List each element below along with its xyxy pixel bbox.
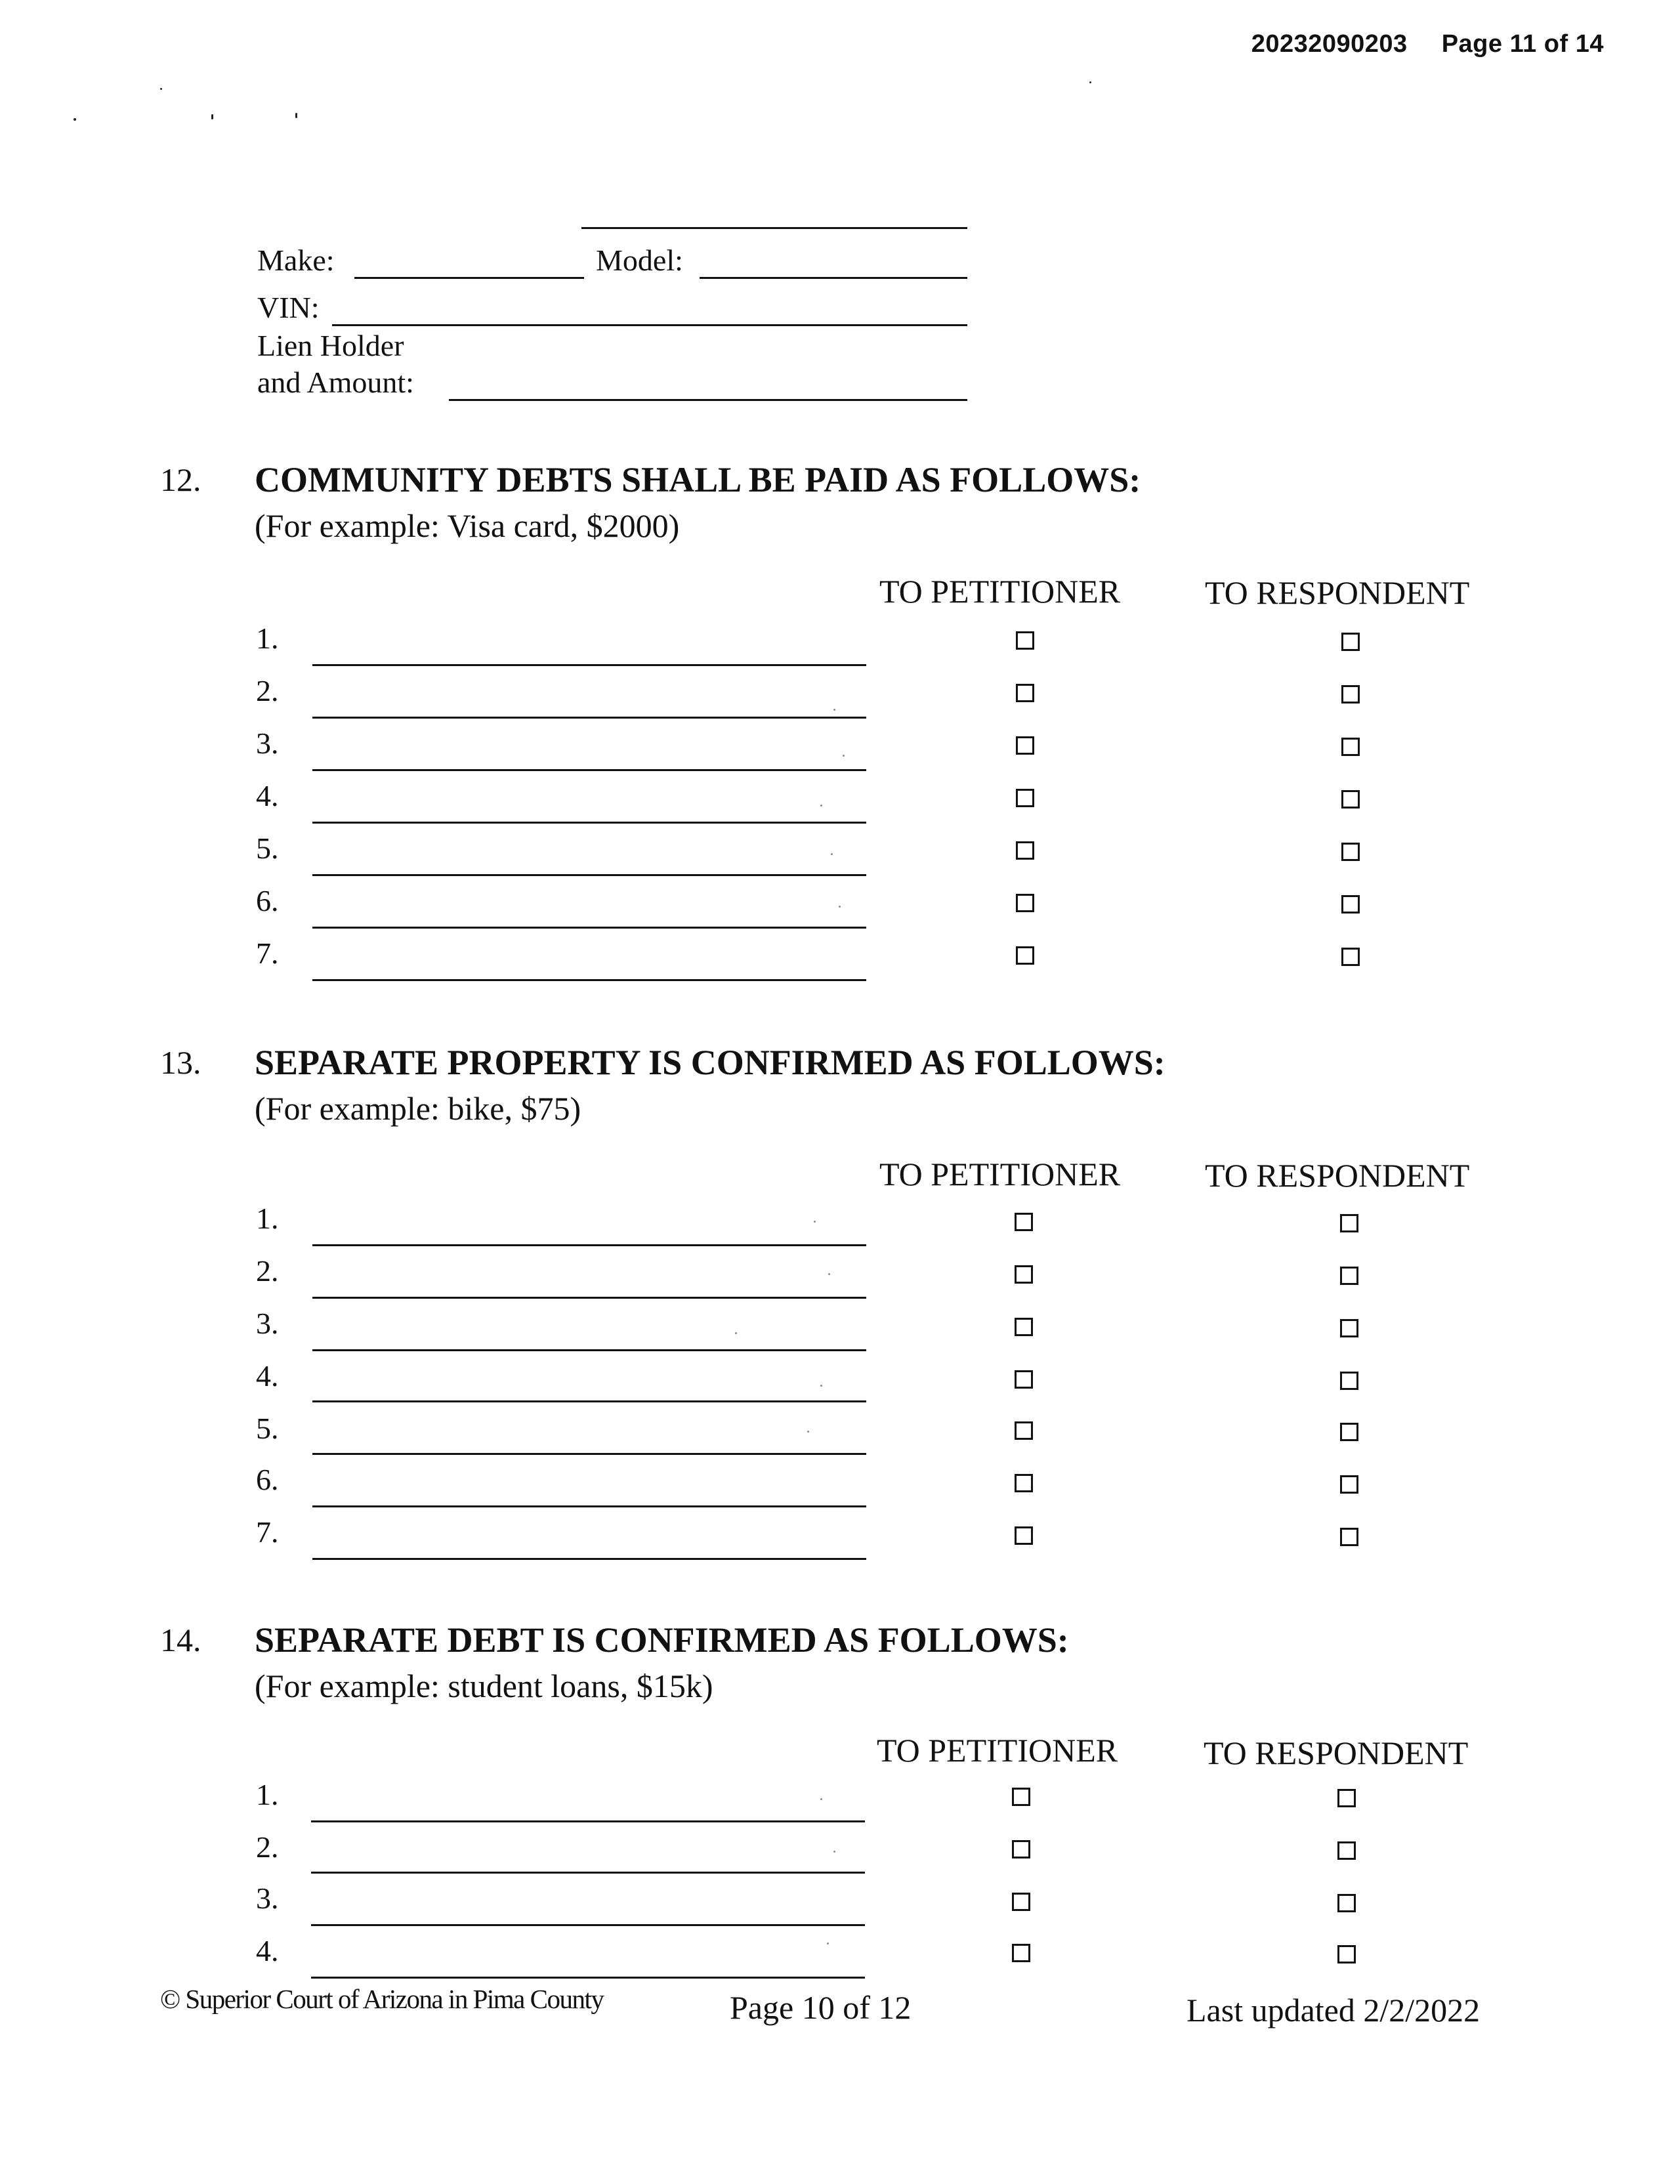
lien-amount-label: and Amount: bbox=[257, 366, 414, 399]
scan-speck bbox=[160, 88, 162, 90]
scan-noise bbox=[807, 1431, 809, 1433]
respondent-checkbox[interactable] bbox=[1340, 1214, 1358, 1232]
document-page-label: Page 11 of 14 bbox=[1441, 30, 1604, 58]
lien-holder-label: Lien Holder bbox=[257, 329, 404, 362]
respondent-checkbox[interactable] bbox=[1340, 1372, 1358, 1390]
row-number: 2. bbox=[256, 1254, 279, 1288]
footer-copyright: © Superior Court of Arizona in Pima County bbox=[160, 1984, 604, 2014]
respondent-checkbox[interactable] bbox=[1341, 633, 1360, 651]
section-title: SEPARATE PROPERTY IS CONFIRMED AS FOLLOWS: bbox=[255, 1043, 1166, 1082]
row-number: 1. bbox=[256, 1778, 279, 1811]
petitioner-checkbox[interactable] bbox=[1016, 736, 1034, 755]
scan-noise bbox=[820, 1385, 822, 1387]
petitioner-checkbox[interactable] bbox=[1016, 631, 1034, 650]
item-field[interactable] bbox=[311, 1924, 865, 1926]
footer-page-number: Page 10 of 12 bbox=[730, 1989, 912, 2026]
item-field[interactable] bbox=[312, 1349, 866, 1351]
item-field[interactable] bbox=[312, 927, 866, 929]
petitioner-checkbox[interactable] bbox=[1016, 684, 1034, 702]
respondent-checkbox[interactable] bbox=[1341, 790, 1360, 808]
scan-noise bbox=[814, 1221, 816, 1223]
petitioner-checkbox[interactable] bbox=[1012, 1944, 1030, 1962]
section-title: SEPARATE DEBT IS CONFIRMED AS FOLLOWS: bbox=[255, 1620, 1069, 1660]
item-field[interactable] bbox=[312, 769, 866, 771]
vin-field[interactable] bbox=[332, 324, 967, 326]
scan-noise bbox=[735, 1332, 737, 1334]
row-number: 3. bbox=[256, 1307, 279, 1340]
row-number: 4. bbox=[256, 1359, 279, 1393]
document-header bbox=[1251, 30, 1604, 58]
section-number: 12. bbox=[160, 461, 201, 498]
item-field[interactable] bbox=[312, 822, 866, 824]
row-number: 4. bbox=[256, 779, 279, 812]
scan-speck bbox=[211, 114, 213, 119]
petitioner-checkbox[interactable] bbox=[1012, 1840, 1030, 1858]
respondent-checkbox[interactable] bbox=[1337, 1894, 1356, 1912]
row-number: 1. bbox=[256, 1202, 279, 1235]
item-field[interactable] bbox=[312, 874, 866, 876]
column-header-petitioner: TO PETITIONER bbox=[879, 573, 1121, 610]
vehicle-top-line bbox=[581, 227, 967, 229]
scan-noise bbox=[831, 853, 833, 855]
column-header-respondent: TO RESPONDENT bbox=[1205, 1157, 1470, 1194]
section-title: COMMUNITY DEBTS SHALL BE PAID AS FOLLOWS: bbox=[255, 460, 1141, 499]
footer-last-updated: Last updated 2/2/2022 bbox=[1186, 1992, 1480, 2028]
column-header-respondent: TO RESPONDENT bbox=[1204, 1734, 1469, 1771]
petitioner-checkbox[interactable] bbox=[1015, 1474, 1033, 1492]
item-field[interactable] bbox=[311, 1977, 865, 1979]
row-number: 1. bbox=[256, 621, 279, 655]
respondent-checkbox[interactable] bbox=[1341, 948, 1360, 966]
column-header-petitioner: TO PETITIONER bbox=[879, 1156, 1121, 1192]
item-field[interactable] bbox=[312, 1558, 866, 1560]
row-number: 5. bbox=[256, 1412, 279, 1445]
item-field[interactable] bbox=[312, 1453, 866, 1455]
scan-speck bbox=[295, 113, 297, 118]
item-field[interactable] bbox=[312, 1297, 866, 1299]
scan-noise bbox=[843, 755, 845, 757]
make-field[interactable] bbox=[354, 277, 584, 279]
model-label: Model: bbox=[596, 243, 683, 277]
column-header-respondent: TO RESPONDENT bbox=[1205, 574, 1470, 611]
petitioner-checkbox[interactable] bbox=[1016, 789, 1034, 807]
respondent-checkbox[interactable] bbox=[1341, 843, 1360, 861]
column-header-petitioner: TO PETITIONER bbox=[877, 1732, 1118, 1769]
petitioner-checkbox[interactable] bbox=[1012, 1788, 1030, 1806]
scan-noise bbox=[820, 1798, 822, 1800]
row-number: 6. bbox=[256, 1463, 279, 1496]
respondent-checkbox[interactable] bbox=[1340, 1423, 1358, 1441]
scan-noise bbox=[833, 1851, 835, 1853]
row-number: 5. bbox=[256, 831, 279, 865]
item-field[interactable] bbox=[312, 664, 866, 666]
petitioner-checkbox[interactable] bbox=[1015, 1213, 1033, 1231]
section-example: (For example: bike, $75) bbox=[255, 1090, 581, 1127]
row-number: 2. bbox=[256, 1830, 279, 1864]
scan-speck bbox=[1089, 81, 1091, 83]
petitioner-checkbox[interactable] bbox=[1012, 1893, 1030, 1911]
item-field[interactable] bbox=[312, 1244, 866, 1246]
scan-noise bbox=[820, 805, 822, 807]
petitioner-checkbox[interactable] bbox=[1015, 1318, 1033, 1336]
item-field[interactable] bbox=[311, 1872, 865, 1874]
respondent-checkbox[interactable] bbox=[1341, 895, 1360, 914]
item-field[interactable] bbox=[312, 1400, 866, 1402]
petitioner-checkbox[interactable] bbox=[1016, 841, 1034, 860]
petitioner-checkbox[interactable] bbox=[1016, 946, 1034, 965]
item-field[interactable] bbox=[312, 1505, 866, 1507]
model-field[interactable] bbox=[700, 277, 967, 279]
section-number: 14. bbox=[160, 1622, 201, 1658]
petitioner-checkbox[interactable] bbox=[1016, 894, 1034, 912]
scan-noise bbox=[827, 1942, 829, 1944]
respondent-checkbox[interactable] bbox=[1340, 1319, 1358, 1337]
item-field[interactable] bbox=[312, 979, 866, 981]
row-number: 3. bbox=[256, 1881, 279, 1915]
row-number: 6. bbox=[256, 884, 279, 917]
section-example: (For example: Visa card, $2000) bbox=[255, 507, 680, 544]
vin-label: VIN: bbox=[257, 291, 320, 324]
respondent-checkbox[interactable] bbox=[1340, 1528, 1358, 1546]
petitioner-checkbox[interactable] bbox=[1015, 1421, 1033, 1440]
lien-holder-field[interactable] bbox=[449, 399, 967, 401]
row-number: 2. bbox=[256, 674, 279, 707]
respondent-checkbox[interactable] bbox=[1337, 1841, 1356, 1860]
section-number: 13. bbox=[160, 1044, 201, 1081]
scan-noise bbox=[828, 1273, 830, 1275]
petitioner-checkbox[interactable] bbox=[1015, 1370, 1033, 1389]
scan-noise bbox=[839, 906, 841, 908]
respondent-checkbox[interactable] bbox=[1340, 1267, 1358, 1285]
petitioner-checkbox[interactable] bbox=[1015, 1526, 1033, 1545]
respondent-checkbox[interactable] bbox=[1337, 1945, 1356, 1964]
row-number: 7. bbox=[256, 1515, 279, 1549]
make-label: Make: bbox=[257, 243, 335, 277]
row-number: 4. bbox=[256, 1934, 279, 1967]
respondent-checkbox[interactable] bbox=[1337, 1789, 1356, 1807]
section-example: (For example: student loans, $15k) bbox=[255, 1668, 713, 1704]
row-number: 3. bbox=[256, 726, 279, 760]
row-number: 7. bbox=[256, 936, 279, 970]
respondent-checkbox[interactable] bbox=[1340, 1475, 1358, 1494]
petitioner-checkbox[interactable] bbox=[1015, 1265, 1033, 1284]
item-field[interactable] bbox=[311, 1820, 865, 1822]
scan-noise bbox=[833, 709, 835, 711]
respondent-checkbox[interactable] bbox=[1341, 738, 1360, 756]
scan-speck bbox=[74, 118, 76, 121]
item-field[interactable] bbox=[312, 717, 866, 719]
document-number: 20232090203 bbox=[1251, 30, 1408, 58]
respondent-checkbox[interactable] bbox=[1341, 685, 1360, 704]
